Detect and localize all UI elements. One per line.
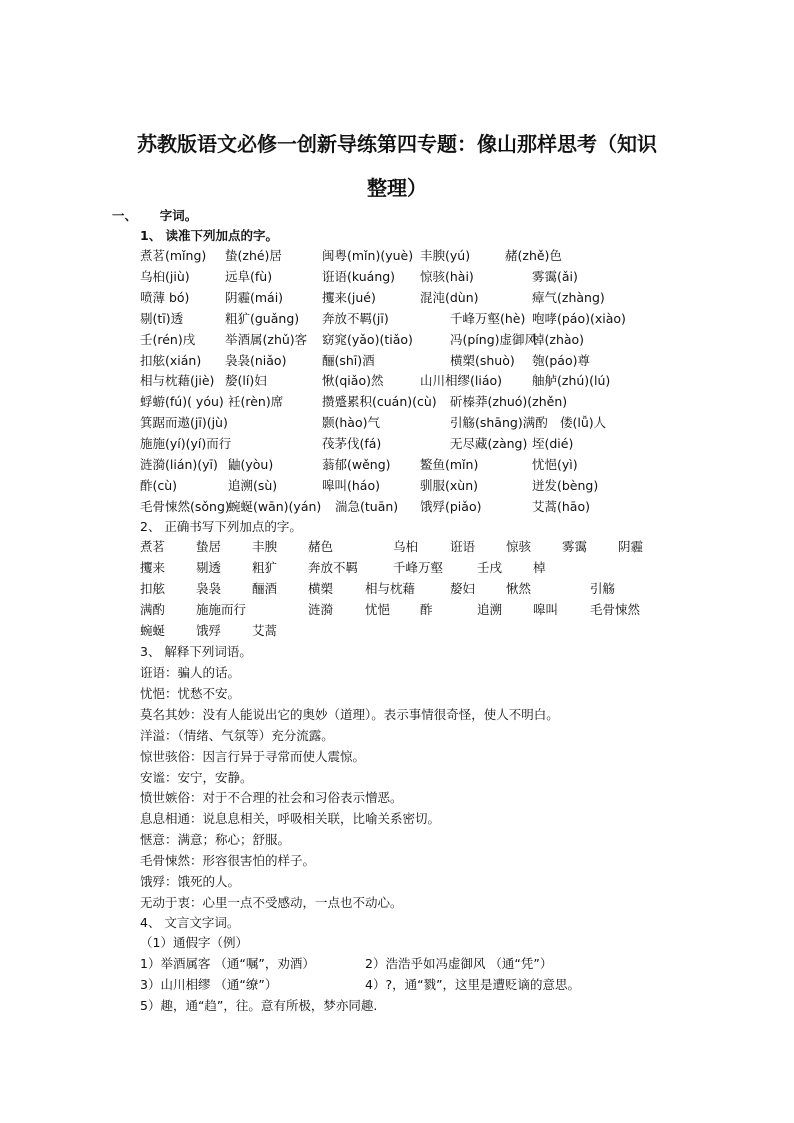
writing-entry: 诳语 [450,539,476,554]
pinyin-entry: 惊骇(hài) [420,268,474,284]
pinyin-entry: 阴霾(mái) [225,289,284,305]
pinyin-entry: 千峰万壑(hè) [450,310,526,326]
pinyin-entry: 颢(hào)气 [322,415,380,431]
classical-note: 5）趣，通“趋”，往。意有所极，梦亦同趣. [140,997,378,1013]
pinyin-entry: 闽粤(mǐn)(yuè) [322,248,414,263]
pinyin-entry: 壬(rén)戌 [140,331,196,347]
writing-entry: 阴霾 [618,539,644,554]
section1-label: 字词。 [159,208,198,223]
pinyin-entry: 冯(píng)虚御风 [450,331,538,347]
pinyin-entry: 茷茅伐(fá) [322,436,382,452]
pinyin-entry: 棹(zhào) [532,331,585,347]
writing-entry: 施施而行 [196,601,247,617]
pinyin-entry: 雾霭(ǎi) [532,268,578,284]
pinyin-entry: 舳舻(zhú)(lú) [532,373,611,389]
pinyin-entry: 远阜(fù) [225,268,273,284]
pinyin-entry: 匏(páo)尊 [532,352,590,368]
pinyin-entry: 喷薄 bó) [140,289,190,305]
pinyin-entry: 丰腴(yú) [420,248,471,263]
document-title-line2: 整理） [367,176,427,200]
classical-note: 2）浩浩乎如冯虚御风 （通“凭”） [365,956,553,971]
writing-entry: 丰腴 [252,539,278,554]
writing-entry: 雾霭 [562,539,588,554]
pinyin-entry: 袅袅(niǎo) [225,352,287,368]
pinyin-entry: 酾(shī)酒 [322,352,375,368]
pinyin-entry: 衽(rèn)席 [228,394,284,410]
pinyin-entry: 涟漪(lián)(yī) [140,457,218,472]
writing-entry: 煮茗 [140,539,166,554]
pinyin-entry: 饿殍(piǎo) [420,498,482,514]
pinyin-entry: 瘴气(zhàng) [532,289,605,305]
pinyin-entry: 嗥叫(háo) [322,477,380,493]
q1-heading: 1、 读准下列加点的字。 [140,228,279,243]
writing-entry: 千峰万壑 [393,559,444,575]
pinyin-entry: 毛骨悚然(sǒng) [140,498,230,514]
definition-item: 无动于衷：心里一点不受感动，一点也不动心。 [140,894,403,910]
writing-entry: 袅袅 [196,580,222,596]
pinyin-entry: 煮茗(mǐng) [140,248,207,263]
writing-entry: 嗥叫 [533,601,559,617]
pinyin-entry: 愀(qiǎo)然 [322,373,384,389]
writing-entry: 奔放不羁 [308,559,359,575]
writing-entry: 扣舷 [140,580,166,596]
writing-entry: 乌桕 [393,539,419,554]
writing-entry: 横槊 [308,580,334,596]
pinyin-entry: 粗犷(guǎng) [225,310,300,326]
pinyin-entry: 驯服(xùn) [420,477,478,493]
writing-entry: 涟漪 [308,601,334,617]
pinyin-entry: 乌桕(jiù) [140,268,190,284]
pinyin-entry: 追溯(sù) [228,477,278,493]
pinyin-entry: 嫠(lí)妇 [225,373,267,389]
definition-item: 愤世嫉俗：对于不合理的社会和习俗表示憎恶。 [140,790,403,806]
writing-entry: 忧悒 [365,601,391,617]
classical-note: 1）举酒属客 （通“嘱”，劝酒） [140,956,315,971]
definition-item: 洋溢：（情绪、气氛等）充分流露。 [140,727,334,743]
pinyin-entry: 咆哮(páo)(xiào) [532,310,626,326]
pinyin-entry: 扣舷(xián) [140,352,202,368]
pinyin-entry: 剔(tī)透 [140,310,184,326]
writing-entry: 蛰居 [196,539,222,554]
pinyin-entry: 山川相缪(liáo) [420,373,503,389]
q4-heading: 4、 文言文字词。 [140,915,240,930]
writing-entry: 剔透 [196,559,222,575]
pinyin-entry: 横槊(shuò) [450,352,515,368]
writing-entry: 惊骇 [506,539,532,554]
classical-note: 4）?，通“戮”，这里是遭贬谪的意思。 [365,976,581,992]
pinyin-entry: 箕踞而遨(jī)(jù) [140,415,228,431]
definition-item: 安谧：安宁，安静。 [140,769,253,785]
writing-entry: 满酌 [140,601,166,617]
writing-entry: 引觞 [590,580,616,596]
section1-number: 一、 [112,208,138,223]
section1-heading [112,208,197,224]
pinyin-entry: 偻(lǚ)人 [560,415,607,431]
pinyin-entry: 攒蹙累积(cuán)(cù) [322,394,437,410]
writing-entry: 追溯 [477,601,503,617]
writing-entry: 攫来 [140,559,166,575]
pinyin-entry: 鼬(yòu) [228,457,274,472]
pinyin-entry: 窈窕(yǎo)(tiǎo) [322,331,413,347]
pinyin-entry: 垤(dié) [532,436,574,452]
pinyin-entry: 湍急(tuān) [335,498,399,514]
writing-entry: 愀然 [506,580,532,596]
pinyin-entry: 奔放不羁(jī) [322,310,389,326]
definition-item: 毛骨悚然：形容很害怕的样子。 [140,853,316,869]
pinyin-entry: 鳘鱼(mǐn) [420,457,479,472]
q2-heading: 2、 正确书写下列加点的字。 [140,519,302,534]
pinyin-entry: 蜿蜒(wān)(yán) [228,498,322,514]
writing-entry: 酢 [420,601,433,617]
writing-entry: 棹 [533,559,546,575]
pinyin-entry: 斫榛莽(zhuó)(zhěn) [450,394,568,410]
pinyin-entry: 蜉蝣(fú)( yóu) [140,394,224,410]
pinyin-entry: 举酒属(zhǔ)客 [225,331,308,347]
pinyin-entry: 诳语(kuáng) [322,268,396,284]
writing-entry: 酾酒 [252,580,278,596]
writing-entry: 相与枕藉 [365,580,416,596]
q4-sub-heading: （1）通假字（例） [140,935,248,950]
pinyin-entry: 蛰(zhé)居 [225,248,282,263]
writing-entry: 艾蒿 [252,622,278,638]
definition-item: 饿殍：饿死的人。 [140,874,241,889]
definition-item: 惬意：满意；称心；舒服。 [140,832,291,848]
classical-note: 3）山川相缪 （通“缭”） [140,976,278,992]
pinyin-entry: 无尽藏(zàng) [450,436,528,452]
definition-item: 忧悒：忧愁不安。 [140,685,241,701]
document-title-line1: 苏教版语文必修一创新导练第四专题：像山那样思考（知识 [137,132,657,156]
writing-entry: 嫠妇 [450,580,476,596]
pinyin-entry: 相与枕藉(jiè) [140,373,215,389]
pinyin-entry: 引觞(shāng)满酌 [450,415,548,431]
definition-item: 息息相通：说息息相关，呼吸相关联，比喻关系密切。 [140,811,441,827]
pinyin-entry: 酢(cù) [140,477,178,493]
definition-item: 莫名其妙：没有人能说出它的奥妙（道理）。表示事情很奇怪，使人不明白。 [140,706,559,722]
pinyin-entry: 施施(yí)(yí)而行 [140,436,232,452]
pinyin-entry: 忧悒(yì) [532,457,578,472]
q3-heading: 3、 解释下列词语。 [140,644,252,659]
pinyin-entry: 混沌(dùn) [420,289,479,305]
definition-item: 诳语：骗人的话。 [140,665,241,680]
pinyin-entry: 赭(zhě)色 [505,248,562,263]
pinyin-entry: 迸发(bèng) [532,477,599,493]
writing-entry: 毛骨悚然 [590,601,641,617]
writing-entry: 壬戌 [477,559,503,575]
writing-entry: 粗犷 [252,559,278,575]
pinyin-entry: 艾蒿(hāo) [532,498,590,514]
writing-entry: 蜿蜒 [140,622,166,638]
writing-entry: 饿殍 [196,622,222,638]
pinyin-entry: 攫来(jué) [322,289,376,305]
writing-entry: 赭色 [308,539,334,554]
pinyin-entry: 蓊郁(wěng) [322,457,391,472]
definition-item: 惊世骇俗：因言行异于寻常而使人震惊。 [140,748,366,764]
